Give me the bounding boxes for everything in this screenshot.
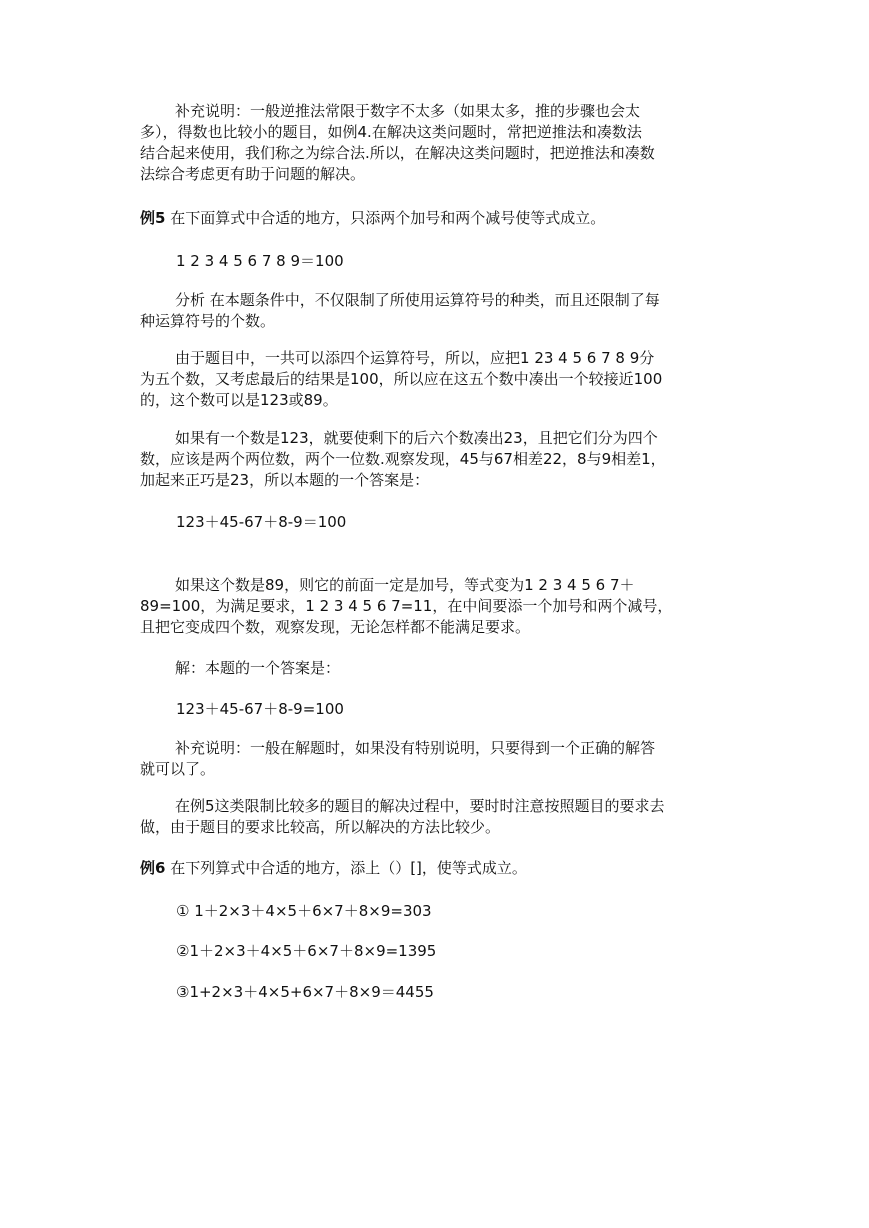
example-6-prompt: 在下列算式中合适的地方，添上（）[]，使等式成立。 [165,859,527,877]
text-line: 数，应该是两个两位数，两个一位数.观察发现，45与67相差22，8与9相差1， [140,450,666,468]
text-line: 就可以了。 [140,760,216,778]
text-line: 在例5这类限制比较多的题目的解决过程中，要时时注意按照题目的要求去 [175,797,665,815]
analysis-paragraph [140,290,752,332]
text-line: 法综合考虑更有助于问题的解决。 [140,165,366,183]
text-line: 补充说明：一般逆推法常限于数字不太多（如果太多，推的步骤也会太 [175,102,641,120]
text-line: 做，由于题目的要求比较高，所以解决的方法比较少。 [140,818,501,836]
example-5-label: 例5 [140,209,166,227]
text-line: 结合起来使用，我们称之为综合法.所以，在解决这类问题时，把逆推法和凑数 [140,144,655,162]
answer-equation-1: 123＋45-67＋8-9＝100 [176,513,347,531]
example-5-prompt: 在下面算式中合适的地方，只添两个加号和两个减号使等式成立。 [165,209,606,227]
reasoning-paragraph-2 [140,428,752,491]
text-line: 多），得数也比较小的题目，如例4.在解决这类问题时，常把逆推法和凑数法 [140,123,642,141]
answer-equation-2: 123＋45-67＋8-9=100 [176,700,344,718]
text-line: 89=100，为满足要求，1 2 3 4 5 6 7=11，在中间要添一个加号和两个减号， [140,597,673,615]
text-line: 如果有一个数是123，就要使剩下的后六个数凑出23，且把它们分为四个 [175,429,658,447]
text-line: 分析 在本题条件中，不仅限制了所使用运算符号的种类，而且还限制了每 [175,291,660,309]
text-line: 加起来正巧是23，所以本题的一个答案是： [140,471,430,489]
solution-paragraph [140,658,752,679]
text-line: 种运算符号的个数。 [140,312,276,330]
text-line: 由于题目中，一共可以添四个运算符号，所以，应把1 23 4 5 6 7 8 9分 [175,349,655,367]
example-6-label: 例6 [140,859,166,877]
example-6-item-1: ① 1＋2×3＋4×5＋6×7＋8×9=303 [176,902,432,920]
closing-paragraph [140,796,752,838]
example-5-equation: 1 2 3 4 5 6 7 8 9＝100 [176,252,344,270]
example-6-heading [140,858,752,879]
text-line: 如果这个数是89，则它的前面一定是加号，等式变为1 2 3 4 5 6 7＋ [175,576,635,594]
text-line: 补充说明：一般在解题时，如果没有特别说明，只要得到一个正确的解答 [175,739,656,757]
example-5-heading [140,208,752,229]
text-line: 解：本题的一个答案是： [175,659,341,677]
text-line: 为五个数，又考虑最后的结果是100，所以应在这五个数中凑出一个较接近100 [140,370,663,388]
example-6-item-2: ②1＋2×3＋4×5＋6×7＋8×9=1395 [176,942,437,960]
supplement-paragraph-1 [140,101,752,185]
text-line: 的，这个数可以是123或89。 [140,391,338,409]
supplement-paragraph-2 [140,738,752,780]
reasoning-paragraph-1 [140,348,752,411]
example-6-item-3: ③1+2×3＋4×5+6×7＋8×9＝4455 [176,983,434,1001]
reasoning-paragraph-3 [140,575,752,638]
text-line: 且把它变成四个数，观察发现，无论怎样都不能满足要求。 [140,618,531,636]
